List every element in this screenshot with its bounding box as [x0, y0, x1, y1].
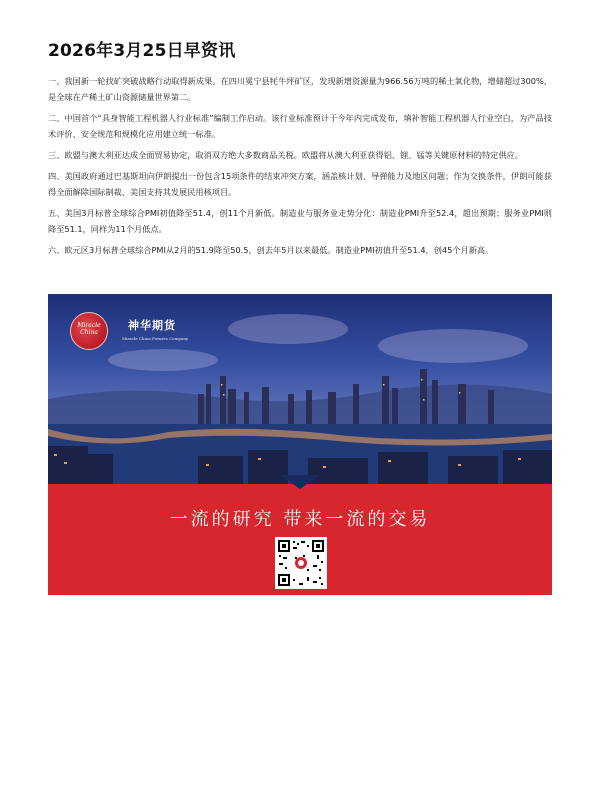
- news-item-2: 二、中国首个“具身智能工程机器人行业标准”编制工作启动。该行业标准预计于今年内完成发布，填补智能工程机器人行业空白，为产品技术评价、安全规范和规模化应用建立统一标准。: [48, 113, 552, 139]
- promo-banner: [48, 294, 552, 595]
- company-logo: [70, 312, 200, 352]
- document-page: [48, 30, 552, 263]
- logo-english-text: [71, 322, 107, 336]
- qr-code-icon: [277, 539, 325, 587]
- logo-en-line1: Miracle: [77, 322, 101, 329]
- qr-code: [275, 537, 327, 589]
- news-item-3: 三、欧盟与澳大利亚达成全面贸易协定，取消双方绝大多数商品关税。欧盟将从澳大利亚获得铝、锂、锰等关键原材料的特定供应。: [48, 150, 523, 160]
- slogan-text: 一流的研究 带来一流的交易: [169, 509, 431, 530]
- news-item-5: 五、美国3月标普全球综合PMI初值降至51.4，创11个月新低。制造业与服务业走势分化：制造业PMI升至52.4，超出预期；服务业PMI则降至51.1，同样为11个月低点。: [48, 208, 552, 234]
- logo-en-line2: China: [80, 329, 98, 336]
- news-item-6: 六、欧元区3月标普全球综合PMI从2月的51.9降至50.5，创去年5月以来最低。制造业PMI初值升至51.4，创45个月新高。: [48, 245, 494, 255]
- city-skyline-image: [48, 354, 552, 484]
- band-notch: [280, 475, 320, 489]
- news-item-4: 四、美国政府通过巴基斯坦向伊朗提出一份包含15项条件的结束冲突方案，涵盖核计划、导弹能力及地区问题；作为交换条件，伊朗可能获得全面解除国际制裁、美国支持其发展民用核项目。: [48, 171, 552, 197]
- cloud: [228, 314, 348, 344]
- page-title: 2026年3月25日早资讯: [48, 41, 236, 61]
- logo-chinese-name: 神华期货: [128, 319, 176, 332]
- logo-subtitle: Miracle China Futures Company: [122, 336, 189, 341]
- news-item-1: 一、我国新一轮找矿突破战略行动取得新成果。在四川冕宁县牦牛坪矿区，发现新增资源量为966.56万吨的稀土氧化物，增储超过300%，是全球在产稀土矿山资源储量世界第二。: [48, 76, 552, 102]
